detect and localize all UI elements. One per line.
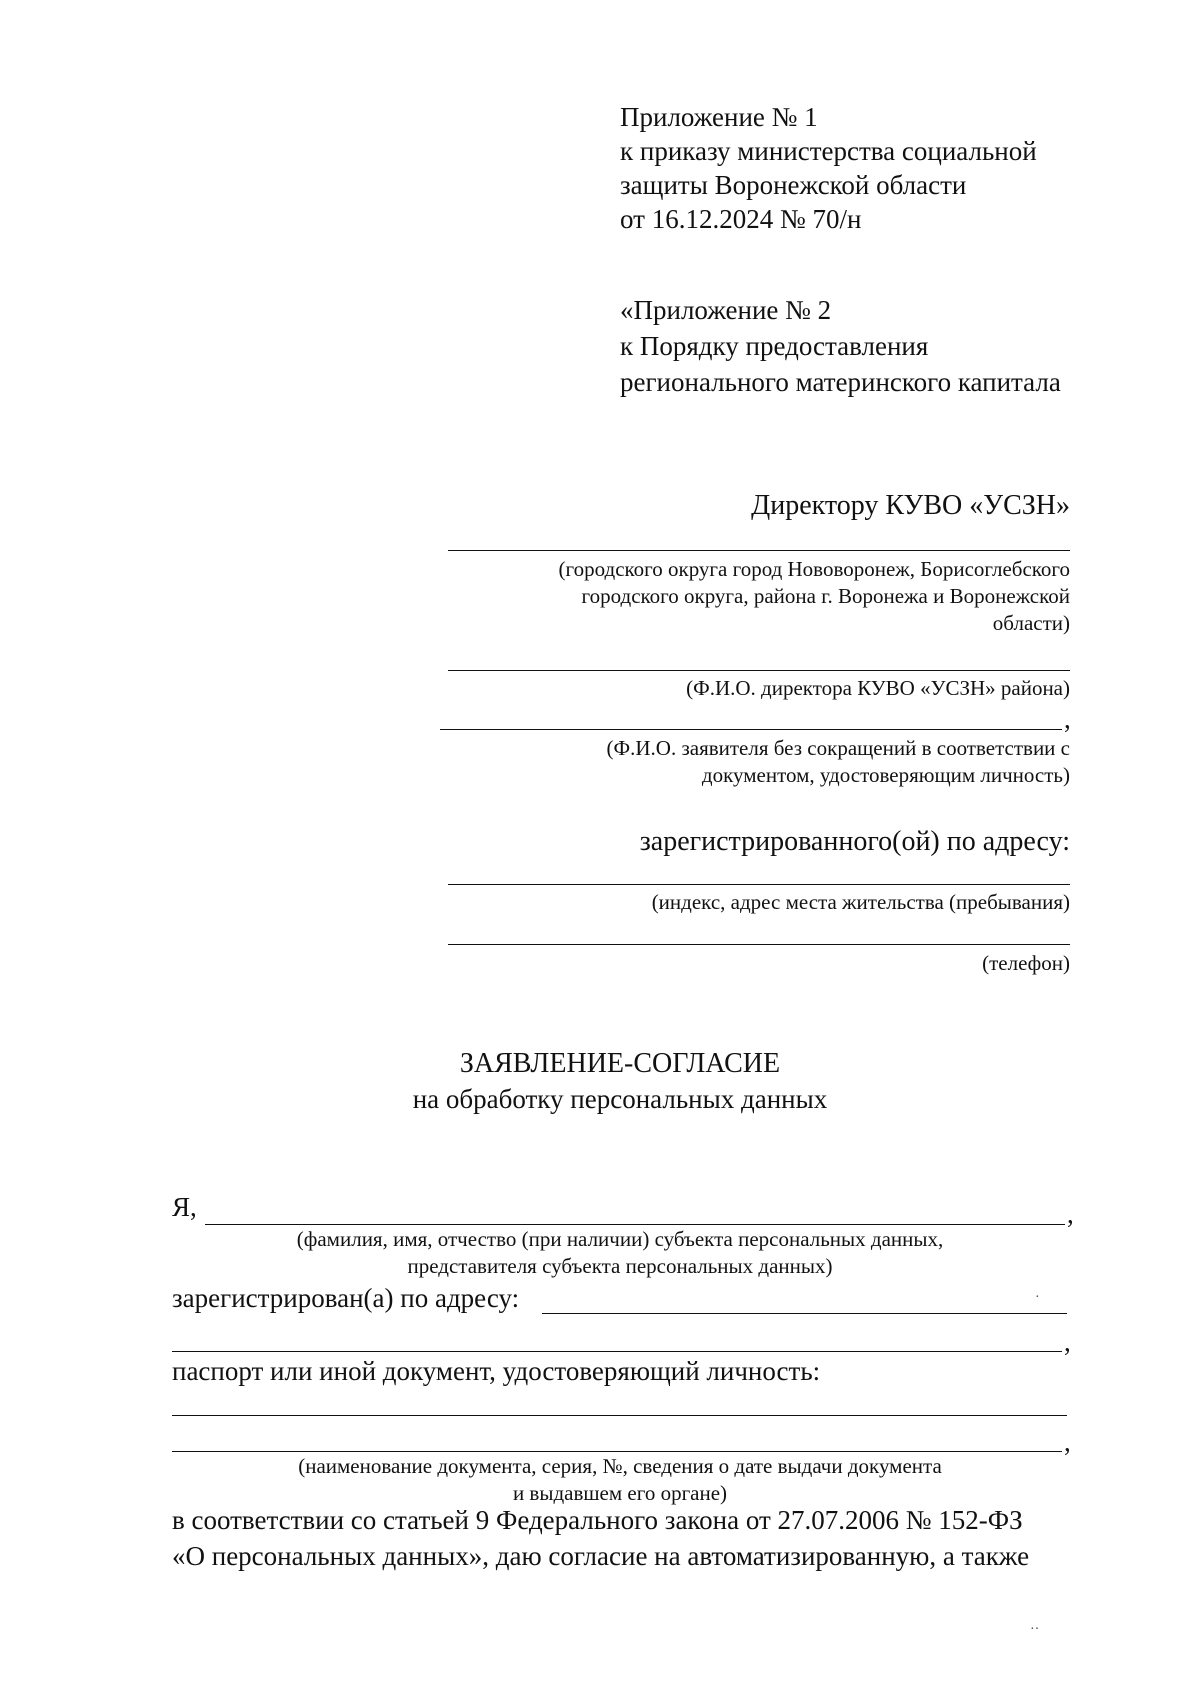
document-caption-line-2: и выдавшем его органе) — [512, 1481, 728, 1505]
registered-label: зарегистрирован(а) по адресу: — [172, 1283, 520, 1313]
applicant-caption-line-2: документом, удостоверяющим личность) — [701, 763, 1070, 787]
passport-label: паспорт или иной документ, удостоверяющий личность: — [172, 1356, 821, 1386]
applicant-caption-line-1: (Ф.И.О. заявителя без сокращений в соответствии с — [606, 736, 1070, 760]
registered-address-line-1 — [542, 1313, 1067, 1314]
director-caption: (Ф.И.О. директора КУВО «УСЗН» района) — [686, 676, 1070, 700]
document-caption — [160, 1453, 1080, 1507]
document-caption-line-1: (наименование документа, серия, №, сведения о дате выдачи документа — [298, 1454, 942, 1478]
director-line — [448, 670, 1070, 671]
appendix-2-title: «Приложение № 2 — [620, 295, 832, 325]
appendix-2-block — [620, 292, 1061, 400]
appendix-1-ministry: защиты Воронежской области — [620, 170, 967, 200]
addressee-title: Директору КУВО «УСЗН» — [751, 490, 1070, 521]
applicant-comma: , — [1064, 704, 1071, 734]
appendix-1-order-ref: к приказу министерства социальной — [620, 136, 1037, 166]
subject-name-line — [205, 1224, 1065, 1225]
district-caption-line-3: области) — [992, 611, 1070, 635]
subject-caption-line-2: представителя субъекта персональных данных) — [407, 1254, 833, 1278]
address-line — [448, 884, 1070, 885]
document-line-2 — [172, 1451, 1062, 1452]
district-line — [448, 550, 1070, 551]
scan-mark: ·· — [1030, 1622, 1040, 1637]
subject-caption-line-1: (фамилия, имя, отчество (при наличии) субъекта персональных данных, — [296, 1227, 944, 1251]
district-caption-line-2: городского округа, района г. Воронежа и Воронежской — [581, 584, 1070, 608]
phone-line — [448, 944, 1070, 945]
registered-comma: , — [1064, 1327, 1071, 1357]
document-subtitle: на обработку персональных данных — [412, 1084, 828, 1114]
district-caption — [559, 556, 1070, 637]
document-comma: , — [1064, 1427, 1071, 1457]
address-caption: (индекс, адрес места жительства (пребывания) — [651, 890, 1070, 914]
applicant-line — [440, 729, 1062, 730]
appendix-2-procedure: к Порядку предоставления — [620, 331, 929, 361]
subject-comma: , — [1067, 1199, 1074, 1229]
registered-address-label: зарегистрированного(ой) по адресу: — [639, 826, 1070, 857]
scan-mark: · — [1035, 1290, 1040, 1305]
registered-address-line-2 — [172, 1351, 1062, 1352]
document-title: ЗАЯВЛЕНИЕ-СОГЛАСИЕ — [459, 1048, 781, 1079]
district-caption-line-1: (городского округа город Нововоронеж, Борисоглебского — [558, 557, 1070, 581]
consent-text-line-2: «О персональных данных», даю согласие на автоматизированную, а также — [172, 1541, 1030, 1571]
appendix-1-date: от 16.12.2024 № 70/н — [620, 204, 862, 234]
applicant-caption — [607, 735, 1070, 789]
phone-caption: (телефон) — [982, 951, 1070, 975]
i-label: Я, — [172, 1192, 197, 1222]
subject-caption — [160, 1226, 1080, 1280]
appendix-1-title: Приложение № 1 — [620, 102, 818, 132]
document-line-1 — [172, 1415, 1067, 1416]
consent-text-line-1: в соответствии со статьей 9 Федерального закона от 27.07.2006 № 152-ФЗ — [172, 1505, 1023, 1535]
appendix-2-capital: регионального материнского капитала — [620, 367, 1061, 397]
appendix-1-block — [620, 100, 1037, 236]
